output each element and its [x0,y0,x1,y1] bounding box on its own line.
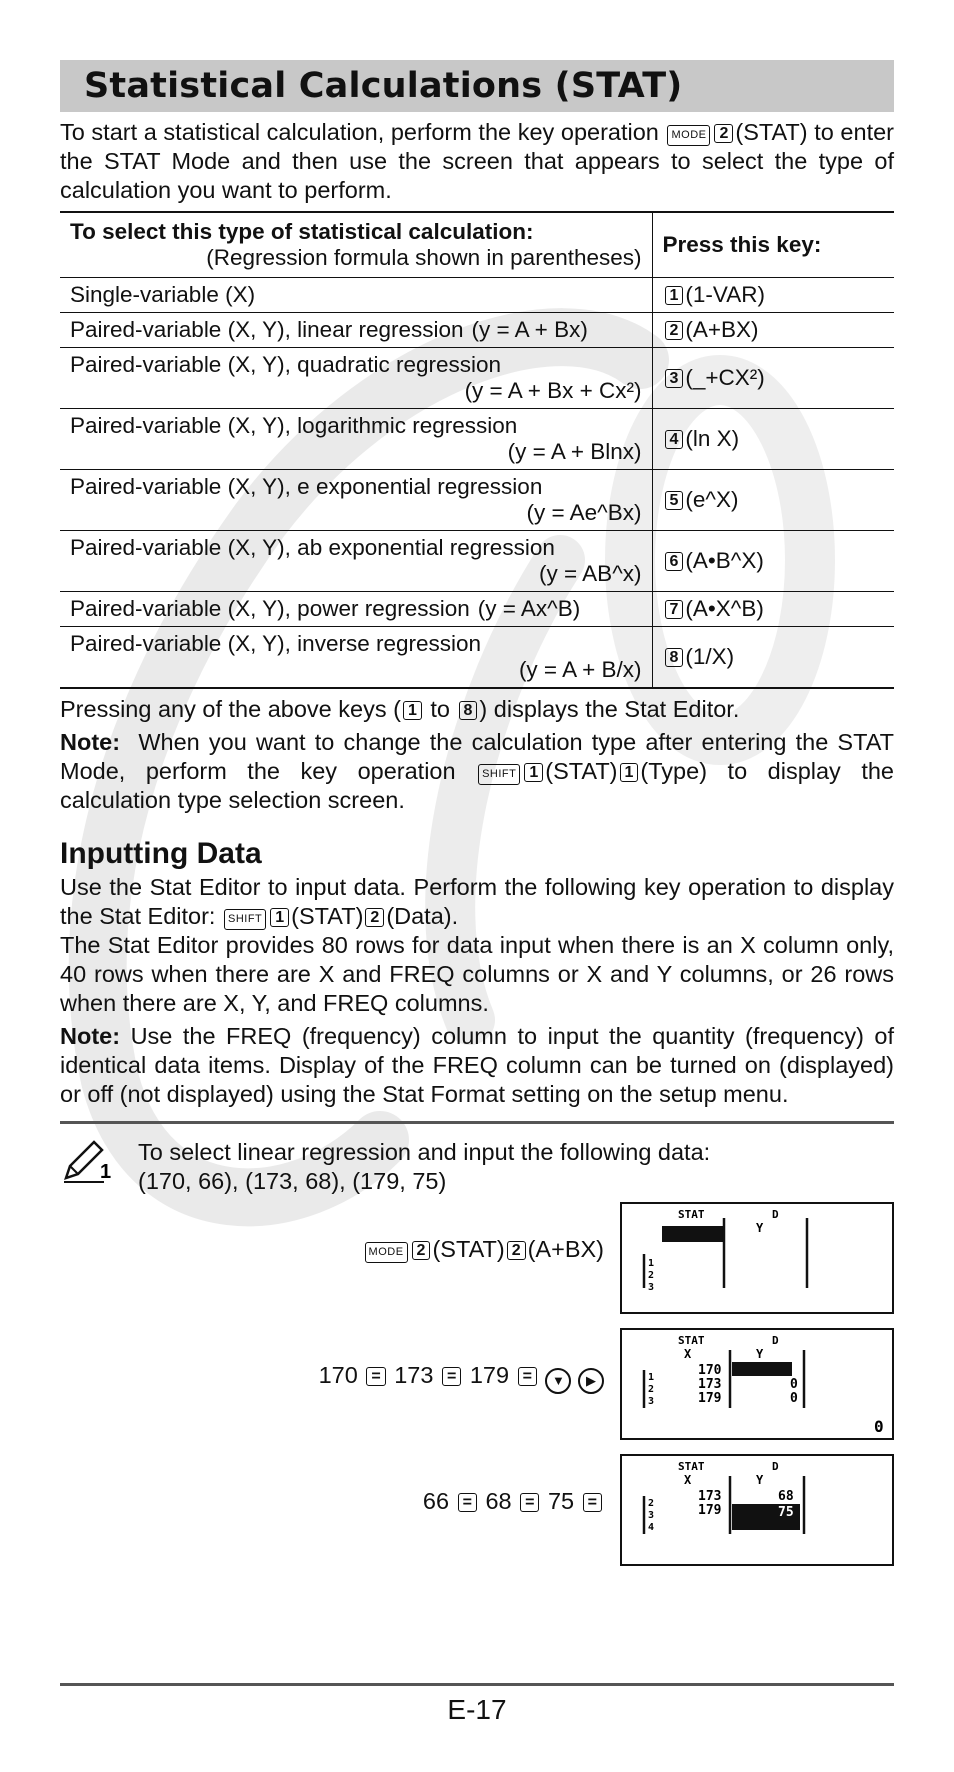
lcd-stat: STAT [678,1208,705,1221]
example-line2: (170, 66), (173, 68), (179, 75) [138,1168,447,1194]
svg-text:1: 1 [648,1258,655,1269]
press-key-cell [652,592,894,627]
step-2 [319,1362,604,1394]
pressing-suffix: ) displays the Stat Editor. [479,696,740,722]
key-3: 3 [665,369,684,388]
key-2: 2 [412,1241,431,1260]
calc-type-cell [60,531,652,592]
table-row [60,348,894,409]
press-key-cell [652,470,894,531]
value-75: 75 [547,1488,575,1514]
page-title: Statistical Calculations (STAT) [84,66,683,106]
svg-text:75: 75 [778,1505,794,1520]
key-label: (A•B^X) [685,548,764,573]
inputting-text: Use the Stat Editor to input data. Perform the following key operation to display the Stat Editor: [60,874,894,929]
key-5: 5 [665,491,684,510]
title-bar [60,60,894,112]
calc-type-cell [60,278,652,313]
equals-key: = [583,1493,602,1512]
lcd-d: D [772,1208,779,1221]
regression-formula: (y = A + Blnx) [507,439,642,464]
regression-formula: (y = AB^x) [539,561,642,586]
inputting-stat: (STAT) [291,903,364,929]
lcd-screen-2 [620,1328,894,1440]
svg-text:3: 3 [648,1510,655,1521]
example-number: 1 [100,1161,112,1183]
svg-text:0: 0 [790,1377,798,1392]
note-paragraph [60,728,894,815]
svg-text:0: 0 [874,1417,884,1436]
inputting-paragraph-2: The Stat Editor provides 80 rows for data input when there is an X column only, 40 rows when there are X and FREQ columns or X and Y columns, or 26 rows when there are X, Y, and FREQ columns. [60,932,894,1016]
svg-text:0: 0 [790,1391,798,1406]
equals-key: = [442,1367,461,1386]
pressing-to: to [430,696,450,722]
key-2: 2 [665,321,684,340]
svg-text:X: X [684,1473,692,1487]
calc-type-label: Paired-variable (X, Y), e exponential regression [70,474,543,499]
lcd-screen-3 [620,1454,894,1566]
key-label: (A•X^B) [685,596,764,621]
key-label: (e^X) [685,487,739,512]
svg-text:STAT: STAT [678,1460,705,1473]
key-label: (1-VAR) [685,282,765,307]
pressing-paragraph [60,695,894,724]
mode-key: MODE [667,125,710,146]
calc-type-cell [60,313,652,348]
step-1 [363,1236,604,1263]
table-row [60,627,894,689]
press-key-cell [652,627,894,689]
calc-type-label: Paired-variable (X, Y), inverse regression [70,631,482,656]
intro-paragraph [60,118,894,205]
svg-text:Y: Y [756,1473,764,1487]
key-1: 1 [620,763,639,782]
example-block [60,1121,894,1576]
equals-key: = [458,1493,477,1512]
example-text [138,1138,710,1196]
mode-key: MODE [365,1242,408,1263]
press-key-cell [652,348,894,409]
lcd-cursor [662,1226,724,1242]
press-key-cell [652,531,894,592]
equals-key: = [518,1367,537,1386]
regression-formula: (y = A + B/x) [518,657,642,682]
svg-text:68: 68 [778,1489,794,1504]
svg-text:173: 173 [698,1377,722,1392]
step1-mode: (A+BX) [527,1236,604,1262]
regression-formula: (y = Ae^Bx) [526,500,642,525]
key-1: 1 [665,286,684,305]
calc-type-cell [60,627,652,689]
svg-text:4: 4 [648,1522,655,1533]
pressing-text: Pressing any of the above keys ( [60,696,401,722]
intro-text: To start a statistical calculation, perform the key operation [60,119,659,145]
lcd-y: Y [756,1221,764,1235]
key-label: (ln X) [685,426,740,451]
regression-formula: (y = A + Bx + Cx²) [464,378,642,403]
equals-key: = [520,1493,539,1512]
inputting-note [60,1022,894,1109]
down-arrow-icon: ▼ [545,1368,571,1394]
note-label: Note: [60,1023,121,1049]
header-calc-type [60,212,652,278]
key-1: 1 [524,763,543,782]
key-label: (_+CX²) [685,365,765,390]
table-row [60,592,894,627]
step-3 [423,1488,604,1515]
table-row [60,531,894,592]
table-row [60,313,894,348]
note-label: Note: [60,729,121,755]
table-row [60,409,894,470]
right-arrow-icon: ▶ [578,1368,604,1394]
calc-type-cell [60,409,652,470]
regression-formula: (y = A + Bx) [471,317,588,342]
value-66: 66 [422,1488,450,1514]
header-press-key: Press this key: [652,212,894,278]
svg-text:173: 173 [698,1489,722,1504]
footer-rule [60,1683,894,1686]
header-line1: To select this type of statistical calculation: [70,219,534,244]
calc-type-cell [60,348,652,409]
press-key-cell [652,409,894,470]
note-stat: (STAT) [545,758,618,784]
equals-key: = [366,1367,385,1386]
svg-text:D: D [772,1334,779,1347]
calc-type-label: Single-variable (X) [70,282,256,307]
value-170: 170 [318,1362,358,1388]
value-173: 173 [394,1362,434,1388]
table-header-row [60,212,894,278]
regression-formula: (y = Ax^B) [477,596,581,621]
key-2: 2 [714,124,733,143]
inputting-data: (Data). [386,903,459,929]
table-row [60,278,894,313]
lcd-screen-1 [620,1202,894,1314]
svg-text:3: 3 [648,1282,655,1293]
table-row [60,470,894,531]
svg-text:179: 179 [698,1391,722,1406]
calc-type-cell [60,592,652,627]
key-4: 4 [665,430,684,449]
value-179: 179 [469,1362,510,1388]
svg-text:STAT: STAT [678,1334,705,1347]
calc-type-label: Paired-variable (X, Y), power regression [70,596,470,621]
note-text: When you want to change the calculation type after entering the STAT Mode, perform the key operation [60,729,894,784]
intro-text-2: (STAT) to enter the STAT Mode and then use the screen that appears to select the type of calculation you want to perform. [60,119,894,203]
page-number: E-17 [447,1694,507,1725]
step1-stat: (STAT) [432,1236,505,1262]
lcd-1-display [622,1204,892,1312]
key-1: 1 [270,908,289,927]
lcd-3-display [622,1456,892,1564]
key-label: (1/X) [685,644,735,669]
key-8: 8 [459,701,478,720]
note-type: (Type) to display the calculation type selection screen. [60,758,894,813]
press-key-cell [652,278,894,313]
key-6: 6 [665,552,684,571]
value-68: 68 [485,1488,512,1514]
svg-text:X: X [684,1347,692,1361]
svg-text:2: 2 [648,1498,655,1509]
pencil-icon [60,1138,116,1186]
svg-text:179: 179 [698,1503,722,1518]
press-key-cell [652,313,894,348]
shift-key: SHIFT [478,764,520,785]
key-2: 2 [507,1241,526,1260]
header-line2: (Regression formula shown in parentheses) [206,245,642,270]
svg-text:170: 170 [698,1363,722,1378]
svg-text:1: 1 [648,1372,655,1383]
key-label: (A+BX) [685,317,759,342]
note-text: Use the FREQ (frequency) column to input the quantity (frequency) of identical data items. Display of the FREQ column can be turned on (displayed) or off (not displayed) using the Stat Format setting on the setup menu. [60,1023,895,1107]
key-2: 2 [365,908,384,927]
svg-text:2: 2 [648,1384,655,1395]
svg-text:Y: Y [756,1347,764,1361]
calc-type-table [60,211,894,689]
key-1: 1 [403,701,422,720]
inputting-paragraph-1 [60,873,894,931]
key-7: 7 [665,600,684,619]
calc-type-label: Paired-variable (X, Y), linear regression [70,317,464,342]
svg-text:2: 2 [648,1270,655,1281]
svg-text:D: D [772,1460,779,1473]
svg-text:3: 3 [648,1396,655,1407]
calc-type-label: Paired-variable (X, Y), logarithmic regression [70,413,518,438]
calc-type-label: Paired-variable (X, Y), quadratic regression [70,352,502,377]
calc-type-label: Paired-variable (X, Y), ab exponential regression [70,535,555,560]
example-line1: To select linear regression and input the following data: [138,1139,711,1165]
shift-key: SHIFT [224,909,266,930]
section-heading: Inputting Data [60,837,262,870]
page-content [60,60,894,1576]
calc-type-cell [60,470,652,531]
key-8: 8 [665,648,684,667]
lcd-2-display [622,1330,892,1438]
